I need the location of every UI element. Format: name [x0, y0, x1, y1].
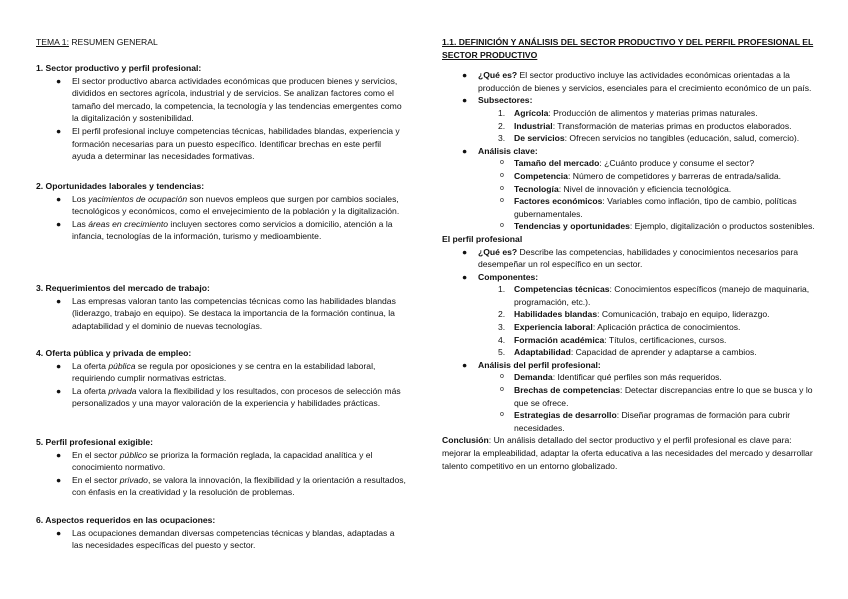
- item-label: Factores económicos: [514, 196, 603, 207]
- item-number: 2.: [498, 120, 506, 131]
- bullet-icon: ●: [56, 295, 62, 306]
- item-text: : Transformación de materias primas en productos elaborados.: [552, 120, 792, 131]
- item-text: : Nivel de innovación y eficiencia tecnológica.: [558, 183, 732, 194]
- sub-item: [442, 157, 818, 170]
- circle-icon: o: [500, 411, 504, 419]
- item-text: : Comunicación, trabajo en equipo, liderazgo.: [597, 309, 770, 320]
- section-4: [36, 347, 406, 410]
- item-label: Análisis del perfil profesional:: [478, 359, 601, 370]
- circle-icon: o: [500, 197, 504, 205]
- item-text: : Número de competidores y barreras de entrada/salida.: [567, 170, 782, 181]
- numbered-item: [442, 308, 818, 321]
- list-item: [36, 527, 406, 552]
- item-text: : Ejemplo, digitalización o productos sostenibles.: [629, 221, 815, 232]
- bullet-text: se regula por oposiciones y se centra en la estabilidad laboral, requiriendo cumplir normativas estrictas.: [72, 360, 376, 384]
- item-number: 1.: [498, 284, 506, 295]
- item-label: Competencia: [514, 170, 568, 181]
- sub-item: [442, 183, 818, 196]
- bullet-icon: ●: [462, 271, 468, 282]
- bullet-emphasis: privada: [108, 385, 137, 396]
- bullet-text: , se valora la innovación, la flexibilidad y la orientación a resultados, con énfasis en la creatividad y la resolución de problemas.: [72, 474, 406, 498]
- item-label: Habilidades blandas: [514, 309, 598, 320]
- sub-item: [442, 384, 818, 409]
- list-item: [36, 449, 406, 474]
- list-item: [36, 360, 406, 385]
- circle-icon: o: [500, 184, 504, 192]
- bullet-text: se prioriza la formación reglada, la capacidad analítica y el conocimiento normativo.: [72, 449, 373, 473]
- item-text: : Variables como inflación, tipo de cambio, políticas gubernamentales.: [514, 196, 797, 219]
- list-item: [36, 218, 406, 243]
- sub-item: [442, 195, 818, 220]
- perfil-heading: El perfil profesional: [442, 233, 523, 244]
- bullet-icon: ●: [56, 474, 62, 485]
- circle-icon: o: [500, 171, 504, 179]
- item-number: 3.: [498, 133, 506, 144]
- section-6: [36, 514, 406, 552]
- bullet-text: En el sector: [72, 474, 120, 485]
- item-text: : Diseñar programas de formación para cubrir necesidades.: [514, 410, 791, 433]
- item-label: Demanda: [514, 372, 553, 383]
- section-heading: 1. Sector productivo y perfil profesional:: [36, 63, 202, 73]
- bullet-icon: ●: [56, 218, 62, 229]
- sub-item: [442, 409, 818, 434]
- list-item: [36, 125, 406, 163]
- bullet-icon: ●: [56, 527, 62, 538]
- bullet-icon: ●: [462, 246, 468, 257]
- list-item: [442, 359, 818, 372]
- item-text: : Conocimientos específicos (manejo de maquinaria, programación, etc.).: [514, 284, 810, 307]
- conclusion: [442, 434, 818, 472]
- item-label: Tecnología: [514, 183, 559, 194]
- left-title: [36, 36, 158, 49]
- item-label: Experiencia laboral: [514, 322, 593, 333]
- bullet-emphasis: áreas en crecimiento: [88, 218, 169, 229]
- list-item: [36, 295, 406, 333]
- bullet-text: Los: [72, 193, 89, 204]
- sub-item: [442, 371, 818, 384]
- bullet-icon: ●: [56, 75, 62, 86]
- bullet-emphasis: yacimientos de ocupación: [88, 193, 188, 204]
- section-5: [36, 436, 406, 499]
- numbered-item: [442, 321, 818, 334]
- item-label: Brechas de competencias: [514, 385, 621, 396]
- circle-icon: o: [500, 222, 504, 230]
- item-text: : Títulos, certificaciones, cursos.: [604, 334, 727, 345]
- right-title: 1.1. DEFINICIÓN Y ANÁLISIS DEL SECTOR PRODUCTIVO Y DEL PERFIL PROFESIONAL EL SECTOR PRODUCTIVO: [442, 37, 814, 60]
- circle-icon: o: [500, 373, 504, 381]
- item-number: 4.: [498, 334, 506, 345]
- item-number: 5.: [498, 347, 506, 358]
- conclusion-label: Conclusión: [442, 435, 489, 446]
- bullet-icon: ●: [462, 95, 468, 106]
- item-text: Describe las competencias, habilidades y conocimientos necesarios para desempeñar un rol específico en un sector.: [478, 246, 799, 270]
- item-label: Adaptabilidad: [514, 347, 571, 358]
- item-label: Tamaño del mercado: [514, 158, 600, 169]
- section-2: [36, 180, 406, 243]
- item-number: 1.: [498, 107, 506, 118]
- title-prefix: TEMA 1:: [36, 37, 69, 47]
- item-label: ¿Qué es?: [478, 246, 518, 257]
- item-label: Subsectores:: [478, 95, 533, 106]
- section-heading: 4. Oferta pública y privada de empleo:: [36, 348, 192, 358]
- bullet-text: El sector productivo abarca actividades económicas que producen bienes y servicios, divididos en sectores agrícola, industrial y de servicios. Se analizan factores como el tamaño del mercado, la competencia, la tecnología y las tendencias emergentes como la digitalización y sostenibilidad.: [72, 75, 402, 124]
- item-label: De servicios: [514, 133, 565, 144]
- item-label: Tendencias y oportunidades: [514, 221, 630, 232]
- section-heading: 3. Requerimientos del mercado de trabajo:: [36, 283, 210, 293]
- section-1: [36, 62, 406, 163]
- list-item: [36, 75, 406, 125]
- item-label: Agrícola: [514, 107, 549, 118]
- bullet-text: La oferta: [72, 385, 109, 396]
- section-heading: 2. Oportunidades laborales y tendencias:: [36, 181, 205, 191]
- list-item: [442, 69, 818, 94]
- item-text: : Capacidad de aprender y adaptarse a cambios.: [570, 347, 757, 358]
- bullet-icon: ●: [462, 70, 468, 81]
- numbered-item: [442, 107, 818, 120]
- section-heading: 5. Perfil profesional exigible:: [36, 437, 154, 447]
- bullet-text: son nuevos empleos que surgen por cambios sociales, tecnológicos y económicos, como el envejecimiento de la población y la digitalización.: [72, 193, 400, 217]
- list-item: [36, 385, 406, 410]
- sub-item: [442, 220, 818, 233]
- section-heading: 6. Aspectos requeridos en las ocupaciones:: [36, 515, 216, 525]
- bullet-text: Las: [72, 218, 89, 229]
- bullet-icon: ●: [56, 125, 62, 136]
- bullet-icon: ●: [56, 360, 62, 371]
- list-item: [442, 246, 818, 271]
- item-text: : Producción de alimentos y materias primas naturales.: [548, 107, 758, 118]
- item-label: ¿Qué es?: [478, 70, 518, 81]
- item-label: Industrial: [514, 120, 553, 131]
- bullet-emphasis: privado: [119, 474, 148, 485]
- bullet-icon: ●: [462, 359, 468, 370]
- title-text: RESUMEN GENERAL: [68, 37, 158, 47]
- bullet-icon: ●: [56, 449, 62, 460]
- bullet-text: La oferta: [72, 360, 109, 371]
- item-text: : Detectar discrepancias entre lo que se busca y lo que se ofrece.: [514, 385, 813, 408]
- bullet-text: Las empresas valoran tanto las competencias técnicas como las habilidades blandas (liderazgo, trabajo en equipo). Se destaca la importancia de la formación continua, la adaptabilidad y el dominio de nuevas tecnologías.: [72, 295, 396, 331]
- section-3: [36, 282, 406, 332]
- item-label: Análisis clave:: [478, 145, 538, 156]
- list-item: [36, 193, 406, 218]
- list-item: [442, 145, 818, 158]
- list-item: [36, 474, 406, 499]
- item-label: Componentes:: [478, 271, 539, 282]
- item-text: El sector productivo incluye las actividades económicas orientadas a la producción de bienes y servicios, esenciales para el crecimiento económico de un país.: [478, 70, 812, 93]
- numbered-item: [442, 132, 818, 145]
- numbered-item: [442, 283, 818, 308]
- conclusion-text: : Un análisis detallado del sector productivo y el perfil profesional es clave para: mejorar la empleabilidad, adaptar la oferta educativa a las necesidades del mercado y desarrollar talento competitivo en un entorno globalizado.: [442, 435, 813, 471]
- circle-icon: o: [500, 159, 504, 167]
- item-number: 2.: [498, 309, 506, 320]
- numbered-item: [442, 120, 818, 133]
- bullet-icon: ●: [56, 385, 62, 396]
- list-item: [442, 94, 818, 107]
- list-item: [442, 271, 818, 284]
- item-label: Estrategias de desarrollo: [514, 410, 617, 421]
- right-content: [442, 36, 818, 472]
- bullet-emphasis: público: [119, 449, 147, 460]
- numbered-item: [442, 346, 818, 359]
- item-text: : ¿Cuánto produce y consume el sector?: [599, 158, 755, 169]
- bullet-icon: ●: [56, 193, 62, 204]
- bullet-text: incluyen sectores como servicios a domicilio, atención a la infancia, tecnologías de la información, turismo y medioambiente.: [72, 218, 393, 242]
- item-text: : Ofrecen servicios no tangibles (educación, salud, comercio).: [564, 133, 800, 144]
- item-label: Formación académica: [514, 334, 605, 345]
- bullet-text: Las ocupaciones demandan diversas competencias técnicas y blandas, adaptadas a las necesidades específicas del puesto y sector.: [72, 527, 395, 551]
- numbered-item: [442, 334, 818, 347]
- bullet-text: valora la flexibilidad y los resultados, con procesos de selección más personalizados y una mayor valoración de la experiencia y habilidades prácticas.: [72, 385, 401, 409]
- bullet-text: En el sector: [72, 449, 120, 460]
- bullet-text: El perfil profesional incluye competencias técnicas, habilidades blandas, experiencia y formación necesarias para un puesto específico. Identificar brechas en este perfil ayuda a determinar las necesidades formativas.: [72, 125, 400, 162]
- item-text: : Identificar qué perfiles son más requeridos.: [552, 372, 722, 383]
- bullet-icon: ●: [462, 145, 468, 156]
- item-label: Competencias técnicas: [514, 284, 610, 295]
- item-number: 3.: [498, 322, 506, 333]
- item-text: : Aplicación práctica de conocimientos.: [592, 322, 741, 333]
- circle-icon: o: [500, 386, 504, 394]
- bullet-emphasis: pública: [108, 360, 136, 371]
- sub-item: [442, 170, 818, 183]
